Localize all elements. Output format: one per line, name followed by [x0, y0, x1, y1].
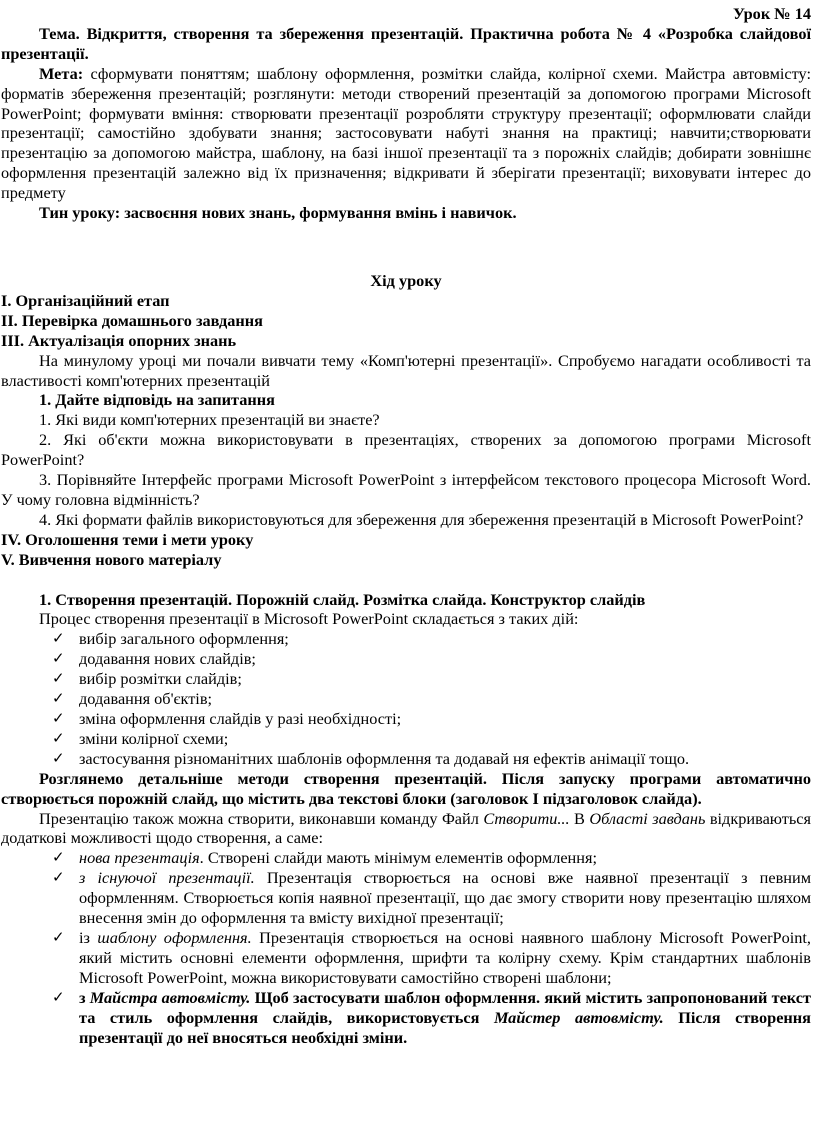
check-mark-icon: ✓	[52, 987, 65, 1006]
list-item: ✓ додавання нових слайдів;	[52, 649, 256, 669]
list-item: ✓ із шаблону оформлення. Презентація створюється на основі наявного шаблону Microsoft PowerPoint, який містить основні елементи оформлення, шрифти та колірну схему. Крім стандартних шаблонів Microsoft PowerPoint, можна використовувати самостійно створені шаблони;	[52, 927, 811, 987]
question-item: 2. Які об'єкти можна використовувати в презентаціях, створених за допомогою програми Microsoft PowerPoint?	[1, 430, 811, 470]
check-mark-icon: ✓	[52, 629, 65, 648]
list-item: ✓ зміни колірної схеми;	[52, 728, 229, 748]
lesson-number: Урок № 14	[733, 4, 811, 23]
stage-heading: II. Перевірка домашнього завдання	[1, 310, 263, 330]
list-item: ✓ додавання об'єктів;	[52, 689, 213, 709]
check-mark-icon: ✓	[52, 728, 65, 747]
stage-heading: III. Актуалізація опорних знань	[1, 330, 237, 350]
question-item: 4. Які формати файлів використовуються для збереження для збереження презентацій в Microsoft PowerPoint?	[39, 509, 804, 529]
topic-paragraph	[1, 24, 811, 64]
list-item: ✓ вибір розмітки слайдів;	[52, 669, 242, 689]
check-mark-icon: ✓	[52, 669, 65, 688]
stage-heading: I. Організаційний етап	[1, 290, 170, 310]
stage-heading: IV. Оголошення теми і мети уроку	[1, 529, 254, 549]
spacer	[1, 570, 811, 590]
list-item: ✓ з існуючої презентації. Презентація створюється на основі вже наявної презентації з певним оформленням. Створюється копія наявної презентації, що дає змогу створити нову презентацію шляхом внесення змін до оформлення та вмісту вихідної презентації;	[52, 868, 811, 928]
list-item: ✓ нова презентація. Створені слайди мають мінімум елементів оформлення;	[52, 848, 597, 868]
list-item: ✓ з Майстра автовмісту. Щоб застосувати шаблон оформлення. який містить запропонований текст та стиль оформлення слайдів, використовується Майстер автовмісту. Після створення презентації до неї вносяться необхідні зміни.	[52, 987, 812, 1047]
lesson-type-label: Тин уроку:	[39, 203, 121, 223]
topic-label: Тема.	[39, 23, 80, 43]
lesson-type-text: засвоєння нових знань, формування вмінь і навичок.	[124, 203, 517, 223]
spacer	[1, 223, 811, 271]
question-item: 3. Порівняйте Інтерфейс програми Microsoft PowerPoint з інтерфейсом текстового процесора Microsoft Word. У чому головна відмінність?	[1, 470, 811, 509]
bold-paragraph: Розглянемо детальніше методи створення презентацій. Після запуску програми автоматично створюється порожній слайд, що містить два текстові блоки (заголовок І підзаголовок слайда).	[1, 768, 811, 808]
course-title: Хід уроку	[370, 270, 442, 290]
check-mark-icon: ✓	[52, 848, 65, 867]
options-list	[1, 848, 811, 1047]
section-lead: Процес створення презентації в Microsoft PowerPoint складається з таких дій:	[39, 609, 579, 629]
stage-heading: V. Вивчення нового матеріалу	[1, 549, 222, 569]
steps-list	[1, 629, 811, 768]
list-item: ✓ зміна оформлення слайдів у разі необхідності;	[52, 709, 402, 728]
check-mark-icon: ✓	[52, 709, 65, 727]
goal-paragraph	[1, 64, 811, 203]
check-mark-icon: ✓	[52, 689, 65, 708]
goal-text: сформувати поняттям; шаблону оформлення, розмітки слайда, колірної схеми. Майстра автовмісту: форматів збереження презентацій; розглянути: методи створений презентацій за допомогою програми Microsoft PowerPoint; формувати вміння: створювати презентації розробляти структуру презентації; оформлювати слайди презентації; самостійно здобувати знання; застосовувати набуті знання на практиці; навчити;створювати презентацію за допомогою майстра, шаблону, на базі іншої презентації та з порожніх слайдів; добирати зовнішнє оформлення презентацій залежно від їх призначення; відкривати й зберігати презентації; виховувати інтерес до предмету	[1, 63, 811, 203]
goal-label: Мета:	[39, 63, 84, 83]
intro-paragraph: На минулому уроці ми почали вивчати тему «Комп'ютерні презентації». Спробуємо нагадати особливості та властивості комп'ютерних презентацій	[1, 350, 811, 390]
check-mark-icon: ✓	[52, 927, 65, 946]
check-mark-icon: ✓	[52, 748, 65, 767]
topic-text: Відкриття, створення та збереження презентацій. Практична робота № 4 «Розробка слайдової презентації.	[1, 23, 811, 63]
section-heading: 1. Створення презентацій. Порожній слайд. Розмітка слайда. Конструктор слайдів	[39, 589, 646, 609]
check-mark-icon: ✓	[52, 868, 65, 887]
creation-paragraph: Презентацію також можна створити, виконавши команду Файл Створити... В Області завдань відкриваються додаткові можливості щодо створення, а саме:	[1, 808, 812, 848]
lesson-type-paragraph	[1, 203, 811, 223]
check-mark-icon: ✓	[52, 649, 65, 668]
question-item: 1. Які види комп'ютерних презентацій ви знаєте?	[39, 410, 380, 430]
list-item: ✓ застосування різноманітних шаблонів оформлення та додавай ня ефектів анімації тощо.	[52, 748, 690, 768]
list-item: ✓ вибір загального оформлення;	[52, 629, 289, 649]
questions-heading: 1. Дайте відповідь на запитання	[39, 390, 275, 410]
